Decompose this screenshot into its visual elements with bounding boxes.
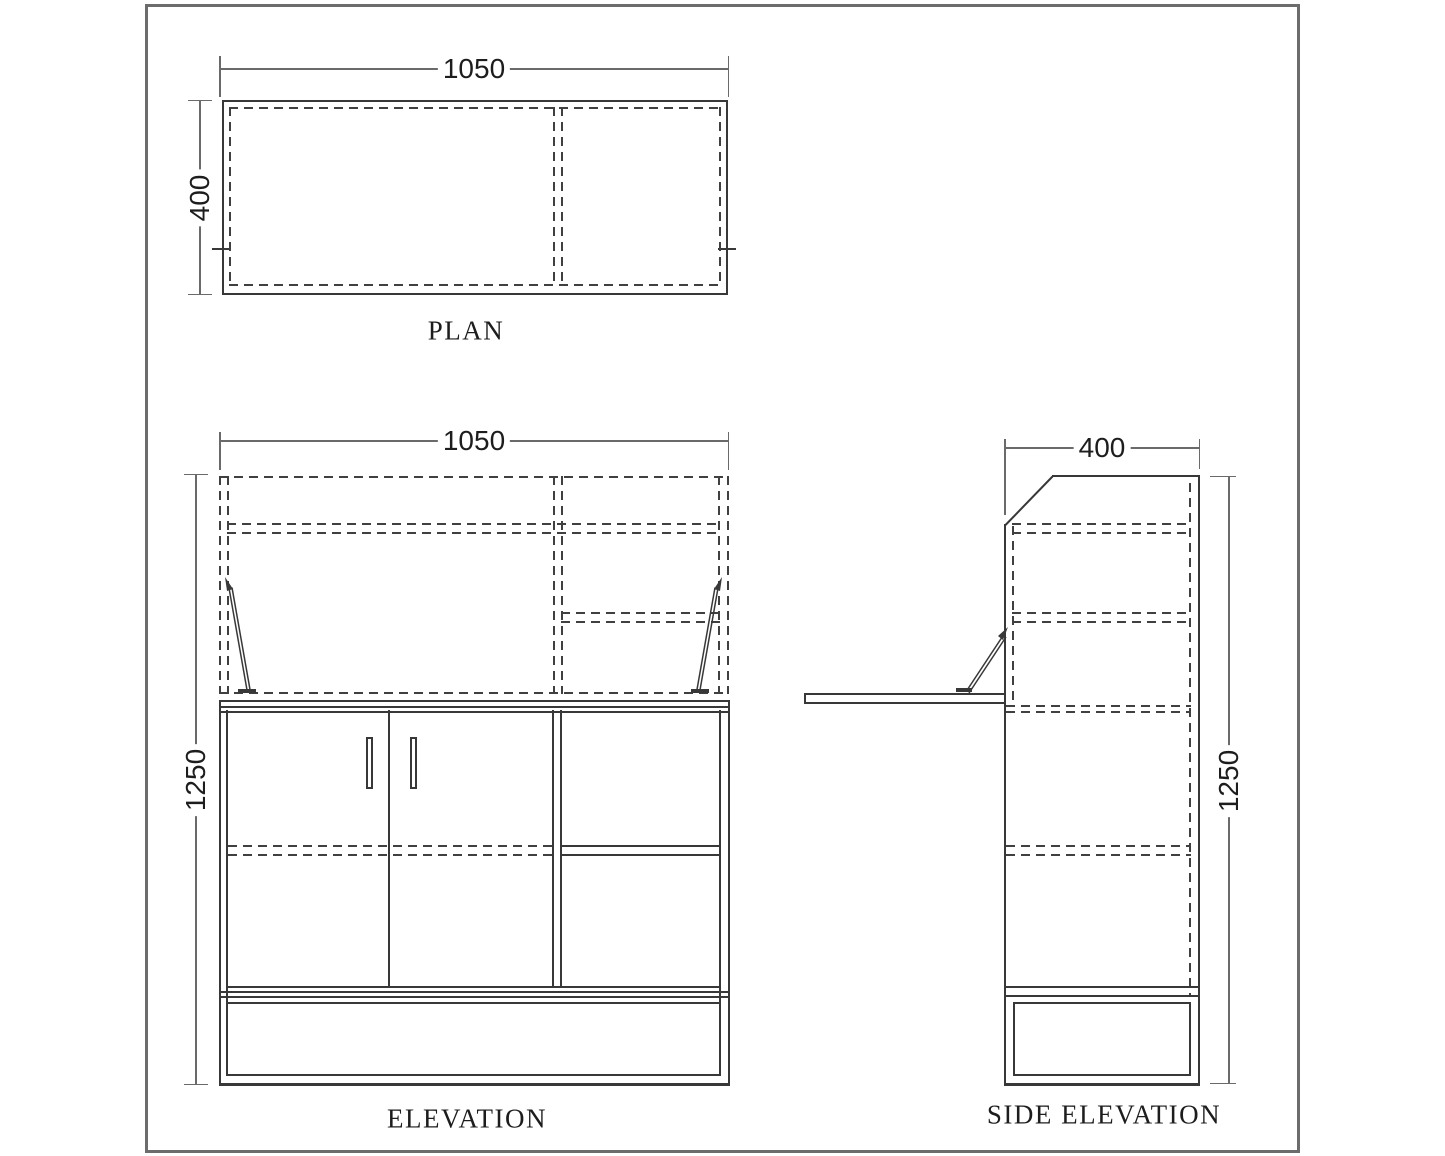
side-flap-hidden-dashed-2 <box>1006 711 1191 713</box>
side-elevation-view-label: SIDE ELEVATION <box>986 1099 1222 1130</box>
plan-divider-dashed-1 <box>553 107 555 286</box>
side-bottom-band-1 <box>1004 986 1200 988</box>
side-flap-bottom <box>804 702 1006 704</box>
plan-dim-width-ext-left <box>219 56 221 97</box>
side-plinth-inner-right <box>1189 1002 1191 1076</box>
side-plinth-top <box>1013 1002 1191 1004</box>
elevation-dim-height-tick-top <box>184 474 208 476</box>
elevation-plinth-top <box>226 1002 721 1004</box>
elevation-plinth-inner-bottom <box>226 1074 721 1076</box>
elevation-dim-width-ext-right <box>728 432 730 470</box>
elevation-right-shelf-dashed-1 <box>561 612 720 614</box>
elevation-upper-shelf-dashed-2 <box>227 532 720 534</box>
elevation-cabinet-top <box>219 711 730 713</box>
elevation-tabletop-bottom <box>219 706 730 708</box>
side-right-wall <box>1198 475 1200 1085</box>
elevation-flap-dashed-left-inner <box>227 476 229 694</box>
elevation-upper-shelf-dashed-1 <box>227 523 720 525</box>
side-hidden-shelf-dashed-1 <box>1006 845 1191 847</box>
elevation-upper-divider-dashed-1 <box>553 476 555 694</box>
plan-dim-depth-tick-bottom <box>188 294 212 296</box>
elevation-dim-width-text: 1050 <box>438 425 510 457</box>
elevation-upper-divider-dashed-2 <box>561 476 563 694</box>
plan-outline-left <box>222 100 224 295</box>
side-bottom-band-2 <box>1004 995 1200 997</box>
plan-inner-dashed-top <box>229 107 721 109</box>
elevation-flap-dashed-bottom <box>219 692 729 694</box>
elevation-dim-width-ext-left <box>219 432 221 470</box>
side-bottom-edge <box>1004 1083 1200 1086</box>
elevation-open-shelf-line-2 <box>560 854 720 856</box>
side-dim-depth-ext-right <box>1199 439 1201 469</box>
elevation-hidden-shelf-dashed-1 <box>228 845 554 847</box>
elevation-flap-dashed-left-outer <box>219 476 221 694</box>
elevation-view-label: ELEVATION <box>387 1103 547 1134</box>
plan-dim-depth-tick-top <box>188 100 212 102</box>
side-shelf1-dashed-2 <box>1012 532 1191 534</box>
plan-outline-top <box>222 100 728 102</box>
side-front-dashed <box>1012 526 1014 706</box>
side-dim-height-text: 1250 <box>1213 745 1245 817</box>
side-shelf1-dashed-1 <box>1012 523 1191 525</box>
plan-inner-dashed-right <box>719 107 721 286</box>
elevation-door-split <box>388 710 390 988</box>
elevation-door-handle-right <box>410 737 417 789</box>
elevation-tabletop-top <box>219 700 730 702</box>
elevation-dim-height-tick-bottom <box>184 1084 208 1086</box>
side-flap-top <box>804 693 1006 695</box>
elevation-bottom-band-1 <box>219 991 730 993</box>
elevation-side-right-inner <box>719 710 721 1076</box>
side-dim-depth-text: 400 <box>1074 432 1131 464</box>
elevation-flap-dashed-top <box>219 476 729 478</box>
plan-dim-width-ext-right <box>728 56 730 97</box>
side-flap-end-cap <box>804 693 806 704</box>
side-flap-hidden-dashed-1 <box>1006 705 1191 707</box>
elevation-open-shelf-line-1 <box>560 845 720 847</box>
side-plinth-inner-bottom <box>1013 1074 1191 1076</box>
side-dim-depth-ext-left <box>1004 439 1006 515</box>
plan-dim-width-text: 1050 <box>438 53 510 85</box>
plan-dim-depth-text: 400 <box>184 170 216 227</box>
plan-edge-tick-left <box>212 248 230 250</box>
elevation-dim-height-text: 1250 <box>180 744 212 816</box>
side-shelf2-dashed-2 <box>1012 621 1191 623</box>
elevation-side-right-outer <box>728 700 730 1085</box>
elevation-side-left-inner <box>226 710 228 1076</box>
elevation-bottom-edge <box>219 1083 730 1086</box>
plan-inner-dashed-left <box>229 107 231 286</box>
side-top-edge <box>1052 475 1200 477</box>
plan-inner-dashed-bottom <box>229 284 721 286</box>
plan-outline-bottom <box>222 293 728 295</box>
plan-outline-right <box>726 100 728 295</box>
elevation-flap-dashed-right-outer <box>727 476 729 694</box>
elevation-flap-dashed-right-inner <box>718 476 720 694</box>
side-shelf2-dashed-1 <box>1012 612 1191 614</box>
side-back-dashed <box>1189 483 1191 996</box>
drawing-border-frame <box>145 4 1300 1153</box>
elevation-divider-solid-1 <box>552 710 554 988</box>
elevation-divider-solid-2 <box>560 710 562 988</box>
elevation-bottom-band-2 <box>219 996 730 998</box>
elevation-right-shelf-dashed-2 <box>561 621 720 623</box>
side-dim-height-tick-bottom <box>1210 1083 1236 1085</box>
side-left-wall <box>1004 524 1006 1085</box>
plan-divider-dashed-2 <box>561 107 563 286</box>
elevation-interior-bottom <box>226 986 721 988</box>
side-hidden-shelf-dashed-2 <box>1006 854 1191 856</box>
elevation-side-left-outer <box>219 700 221 1085</box>
elevation-door-handle-left <box>366 737 373 789</box>
side-dim-height-tick-top <box>1210 476 1236 478</box>
side-plinth-inner-left <box>1013 1002 1015 1076</box>
elevation-hidden-shelf-dashed-2 <box>228 854 554 856</box>
plan-view-label: PLAN <box>427 315 505 346</box>
